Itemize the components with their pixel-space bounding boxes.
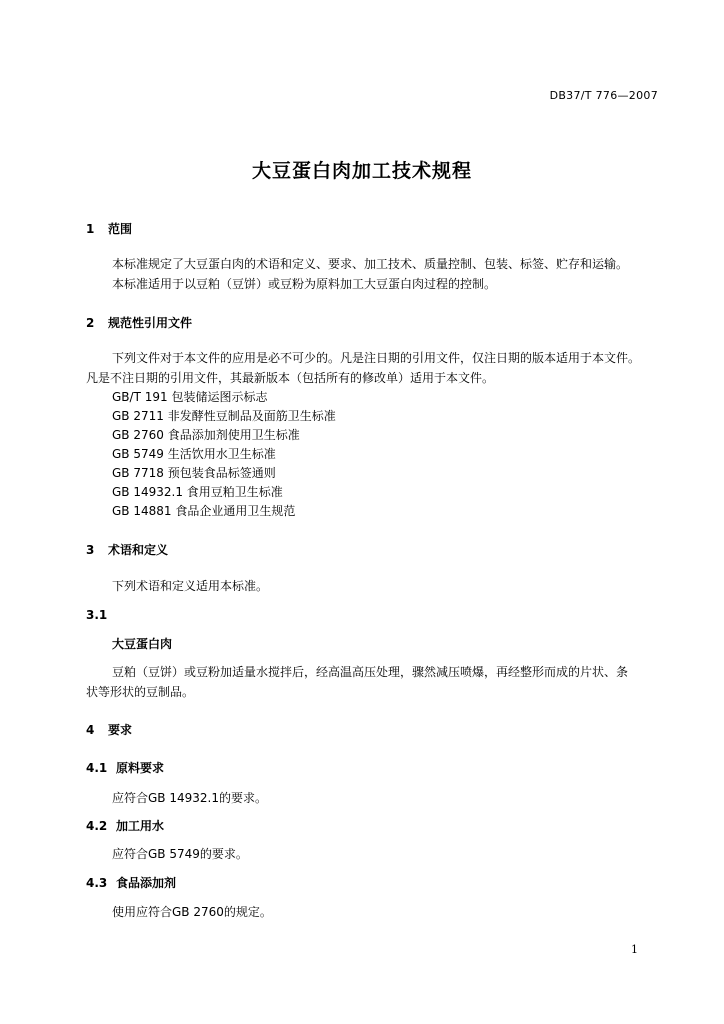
- section-number: 3: [86, 543, 95, 557]
- reference-item: GB 7718 预包装食品标签通则: [112, 466, 276, 480]
- section-title: 规范性引用文件: [108, 316, 193, 330]
- section-title: 术语和定义: [108, 543, 169, 557]
- section-number: 4: [86, 723, 95, 737]
- reference-item: GB 14881 食品企业通用卫生规范: [112, 504, 296, 518]
- section-number: 1: [86, 222, 95, 236]
- reference-item: GB 2711 非发酵性豆制品及面筋卫生标准: [112, 409, 336, 423]
- subsection-number: 3.1: [86, 608, 108, 622]
- document-title: 大豆蛋白肉加工技术规程: [251, 160, 472, 182]
- section-title: 要求: [108, 723, 133, 737]
- paragraph: 本标准规定了大豆蛋白肉的术语和定义、要求、加工技术、质量控制、包装、标签、贮存和运输。: [112, 257, 629, 271]
- standard-code: DB37/T 776—2007: [549, 89, 658, 102]
- subsection-title: 加工用水: [116, 819, 165, 833]
- paragraph: 本标准适用于以豆粕（豆饼）或豆粉为原料加工大豆蛋白肉过程的控制。: [112, 277, 497, 291]
- reference-item: GB 5749 生活饮用水卫生标准: [112, 447, 276, 461]
- section-1-heading: [86, 223, 132, 235]
- paragraph: 应符合GB 14932.1的要求。: [112, 791, 267, 805]
- paragraph: 应符合GB 5749的要求。: [112, 847, 248, 861]
- subsection-4-3-heading: [86, 877, 176, 889]
- subsection-number: 4.1: [86, 761, 108, 775]
- paragraph: 使用应符合GB 2760的规定。: [112, 905, 272, 919]
- term-name: 大豆蛋白肉: [112, 637, 173, 651]
- reference-item: GB 2760 食品添加剂使用卫生标准: [112, 428, 300, 442]
- subsection-number: 4.2: [86, 819, 108, 833]
- subsection-4-2-heading: [86, 820, 164, 832]
- term-definition: 豆粕（豆饼）或豆粉加适量水搅拌后，经高温高压处理，骤然减压喷爆，再经整形而成的片状、条: [112, 665, 629, 679]
- section-number: 2: [86, 316, 95, 330]
- subsection-4-1-heading: [86, 762, 164, 774]
- page-number: 1: [631, 943, 638, 956]
- section-title: 范围: [108, 222, 133, 236]
- paragraph: 凡是不注日期的引用文件，其最新版本（包括所有的修改单）适用于本文件。: [86, 371, 495, 385]
- paragraph: 下列术语和定义适用本标准。: [112, 579, 269, 593]
- subsection-title: 原料要求: [116, 761, 165, 775]
- paragraph: 下列文件对于本文件的应用是必不可少的。凡是注日期的引用文件，仅注日期的版本适用于本文件。: [112, 351, 641, 365]
- subsection-title: 食品添加剂: [116, 876, 177, 890]
- reference-item: GB/T 191 包装储运图示标志: [112, 390, 268, 404]
- section-2-heading: [86, 317, 192, 329]
- subsection-number: 4.3: [86, 876, 108, 890]
- term-definition: 状等形状的豆制品。: [86, 685, 195, 699]
- section-4-heading: [86, 724, 132, 736]
- section-3-heading: [86, 544, 168, 556]
- reference-item: GB 14932.1 食用豆粕卫生标准: [112, 485, 283, 499]
